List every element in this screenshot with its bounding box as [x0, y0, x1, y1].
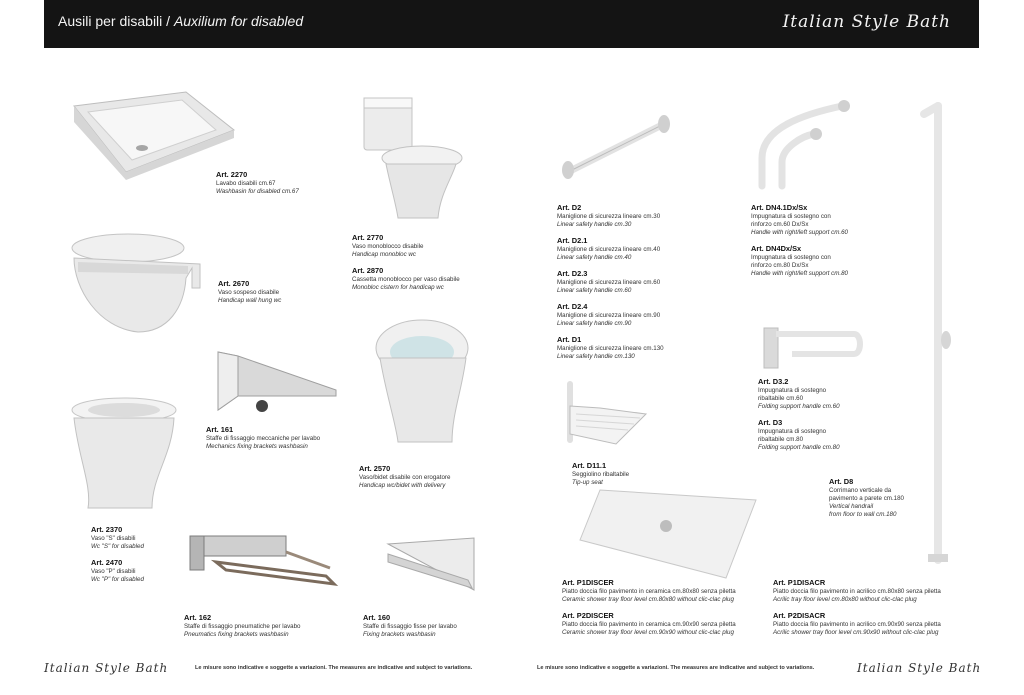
product-desc-en: Acrilic shower tray floor level cm.90x90 without clic-clac plug [773, 629, 939, 636]
product-desc-it-2: rinforzo cm.80 Dx/Sx [751, 262, 809, 269]
product-desc-en: Monobloc cistern for handicap wc [352, 284, 444, 291]
product-2270 [216, 170, 299, 196]
mechanics-bracket-illustration [216, 350, 338, 416]
product-desc-en: Fixing brackets washbasin [363, 631, 436, 638]
product-code: Art. D3 [758, 418, 783, 427]
folding-handle-illustration [762, 326, 866, 372]
product-d2 [557, 203, 660, 229]
product-p1disacr [773, 578, 941, 604]
product-desc-it: Maniglione di sicurezza lineare cm.90 [557, 312, 661, 319]
product-code: Art. D8 [829, 477, 854, 486]
product-p2discer [562, 611, 736, 637]
product-code: Art. D2.1 [557, 236, 588, 245]
product-desc-en: Pneumatics fixing brackets washbasin [184, 631, 289, 638]
product-desc-it: Staffe di fissaggio fisse per lavabo [363, 623, 457, 630]
monobloc-wc-illustration [360, 94, 466, 222]
footer-note-left: Le misure sono indicative e soggette a variazioni. The measures are indicative and subject to variations. [195, 665, 473, 671]
product-desc-it: Impugnatura di sostegno con [751, 213, 831, 220]
product-desc-it: Piatto doccia filo pavimento in acrilico cm.80x80 senza piletta [773, 588, 941, 595]
product-desc-it: Maniglione di sicurezza lineare cm.130 [557, 345, 664, 352]
product-2470 [91, 558, 144, 584]
product-code: Art. D2.4 [557, 302, 588, 311]
product-d8 [829, 477, 904, 519]
product-desc-it: Vaso "S" disabili [91, 535, 136, 542]
product-code: Art. D2.3 [557, 269, 588, 278]
product-code: Art. DN4.1Dx/Sx [751, 203, 808, 212]
product-code: Art. 2370 [91, 525, 123, 534]
product-dn4-1 [751, 203, 848, 237]
brand-logo: Italian Style Bath [782, 12, 951, 32]
product-desc-it: Piatto doccia filo pavimento in ceramica cm.90x90 senza piletta [562, 621, 736, 628]
product-desc-en: Acrilic tray floor level cm.80x80 without clic-clac plug [773, 596, 917, 603]
footer-note-right: Le misure sono indicative e soggette a variazioni. The measures are indicative and subject to variations. [537, 665, 815, 671]
fixed-bracket-illustration [384, 534, 478, 592]
product-d3 [758, 418, 840, 452]
product-desc-en: Tip-up seat [572, 479, 603, 486]
product-desc-it: Seggiolino ribaltabile [572, 471, 630, 478]
product-code: Art. 2670 [218, 279, 250, 288]
page-title-it: Ausili per disabili / [58, 13, 174, 29]
product-162 [184, 613, 301, 639]
product-desc-en: Linear safety handle cm.30 [557, 221, 632, 228]
linear-handle-illustration [560, 114, 676, 180]
header-bar [44, 0, 979, 48]
product-2870 [352, 266, 460, 292]
product-160 [363, 613, 457, 639]
product-desc-it: Maniglione di sicurezza lineare cm.40 [557, 246, 661, 253]
product-desc-it-2: pavimento a parete cm.180 [829, 495, 904, 502]
product-desc-en: Folding support handle cm.60 [758, 403, 840, 410]
product-desc-it: Vaso sospeso disabile [218, 289, 280, 296]
product-2770 [352, 233, 423, 259]
product-code: Art. DN4Dx/Sx [751, 244, 802, 253]
shower-tray-illustration [576, 486, 762, 582]
washbasin-illustration [66, 88, 238, 182]
product-desc-en: Handle with right/left support cm.60 [751, 229, 848, 236]
product-code: Art. P2DISACR [773, 611, 826, 620]
product-d1 [557, 335, 664, 361]
product-code: Art. 2770 [352, 233, 384, 242]
product-code: Art. D11.1 [572, 461, 607, 470]
product-desc-it-2: rinforzo cm.60 Dx/Sx [751, 221, 809, 228]
product-desc-en-2: from floor to wall cm.180 [829, 511, 897, 518]
u-handle-illustration [754, 98, 858, 196]
product-desc-en: Linear safety handle cm.130 [557, 353, 635, 360]
tip-up-seat-illustration [556, 374, 650, 454]
product-2370 [91, 525, 144, 551]
product-desc-it-2: ribaltabile cm.80 [758, 436, 804, 443]
product-code: Art. 160 [363, 613, 391, 622]
product-desc-it: Impugnatura di sostegno con [751, 254, 831, 261]
product-desc-en: Linear safety handle cm.90 [557, 320, 632, 327]
product-dn4 [751, 244, 848, 278]
wall-hung-wc-illustration [68, 228, 206, 336]
product-code: Art. P2DISCER [562, 611, 614, 620]
product-desc-en: Handle with right/left support cm.80 [751, 270, 848, 277]
product-2570 [359, 464, 450, 490]
floor-wc-illustration [68, 396, 180, 512]
product-desc-it: Piatto doccia filo pavimento in acrilico cm.90x90 senza piletta [773, 621, 941, 628]
product-d2-1 [557, 236, 660, 262]
product-d3-2 [758, 377, 840, 411]
product-desc-en: Washbasin for disabled cm.67 [216, 188, 299, 195]
product-desc-en: Ceramic shower tray floor level cm.90x90 without clic-clac plug [562, 629, 734, 636]
product-d2-4 [557, 302, 660, 328]
product-2670 [218, 279, 281, 305]
product-code: Art. 2270 [216, 170, 248, 179]
footer-brand-right: Italian Style Bath [857, 661, 982, 675]
product-desc-it: Piatto doccia filo pavimento in ceramica cm.80x80 senza piletta [562, 588, 736, 595]
product-desc-en: Folding support handle cm.80 [758, 444, 840, 451]
product-code: Art. P1DISACR [773, 578, 826, 587]
product-desc-en: Handicap wall hung wc [218, 297, 282, 304]
product-desc-it: Lavabo disabili cm.67 [216, 180, 276, 187]
wc-bidet-illustration [372, 314, 472, 446]
footer-brand-left: Italian Style Bath [44, 661, 169, 675]
product-desc-en: Vertical handrail [829, 503, 874, 510]
product-desc-it: Vaso "P" disabili [91, 568, 136, 575]
product-desc-en: Handicap monobloc wc [352, 251, 416, 258]
page-title [58, 13, 303, 29]
product-code: Art. D2 [557, 203, 582, 212]
page-title-en: Auxilium for disabled [173, 13, 304, 29]
product-desc-it: Maniglione di sicurezza lineare cm.60 [557, 279, 661, 286]
product-d11-1 [572, 461, 629, 487]
product-p1discer [562, 578, 736, 604]
product-desc-en: Mechanics fixing brackets washbasin [206, 443, 308, 450]
product-desc-it: Cassetta monoblocco per vaso disabile [352, 276, 460, 283]
product-code: Art. D1 [557, 335, 582, 344]
product-desc-en: Ceramic shower tray floor level cm.80x80 without clic-clac plug [562, 596, 734, 603]
product-desc-it: Impugnatura di sostegno [758, 428, 827, 435]
product-desc-it: Maniglione di sicurezza lineare cm.30 [557, 213, 661, 220]
product-code: Art. 2870 [352, 266, 384, 275]
product-code: Art. 161 [206, 425, 234, 434]
product-desc-it: Staffe di fissaggio meccaniche per lavabo [206, 435, 321, 442]
product-code: Art. 2570 [359, 464, 391, 473]
product-code: Art. 2470 [91, 558, 123, 567]
product-desc-en: Linear safety handle cm.60 [557, 287, 632, 294]
product-desc-en: Wc "P" for disabled [91, 576, 144, 583]
product-desc-it: Impugnatura di sostegno [758, 387, 827, 394]
product-desc-it: Corrimano verticale da [829, 487, 892, 494]
product-code: Art. P1DISCER [562, 578, 614, 587]
product-desc-it: Staffe di fissaggio pneumatiche per lavabo [184, 623, 301, 630]
product-desc-it: Vaso/bidet disabile con erogatore [359, 474, 451, 481]
product-d2-3 [557, 269, 660, 295]
product-p2disacr [773, 611, 941, 637]
product-code: Art. D3.2 [758, 377, 789, 386]
product-desc-en: Handicap wc/bidet with delivery [359, 482, 446, 489]
product-code: Art. 162 [184, 613, 212, 622]
product-desc-it: Vaso monoblocco disabile [352, 243, 424, 250]
product-desc-en: Wc "S" for disabled [91, 543, 144, 550]
pneumatic-bracket-illustration [186, 532, 340, 588]
vertical-handrail-illustration [914, 100, 954, 566]
product-161 [206, 425, 320, 451]
product-desc-it-2: ribaltabile cm.60 [758, 395, 804, 402]
product-desc-en: Linear safety handle cm.40 [557, 254, 632, 261]
